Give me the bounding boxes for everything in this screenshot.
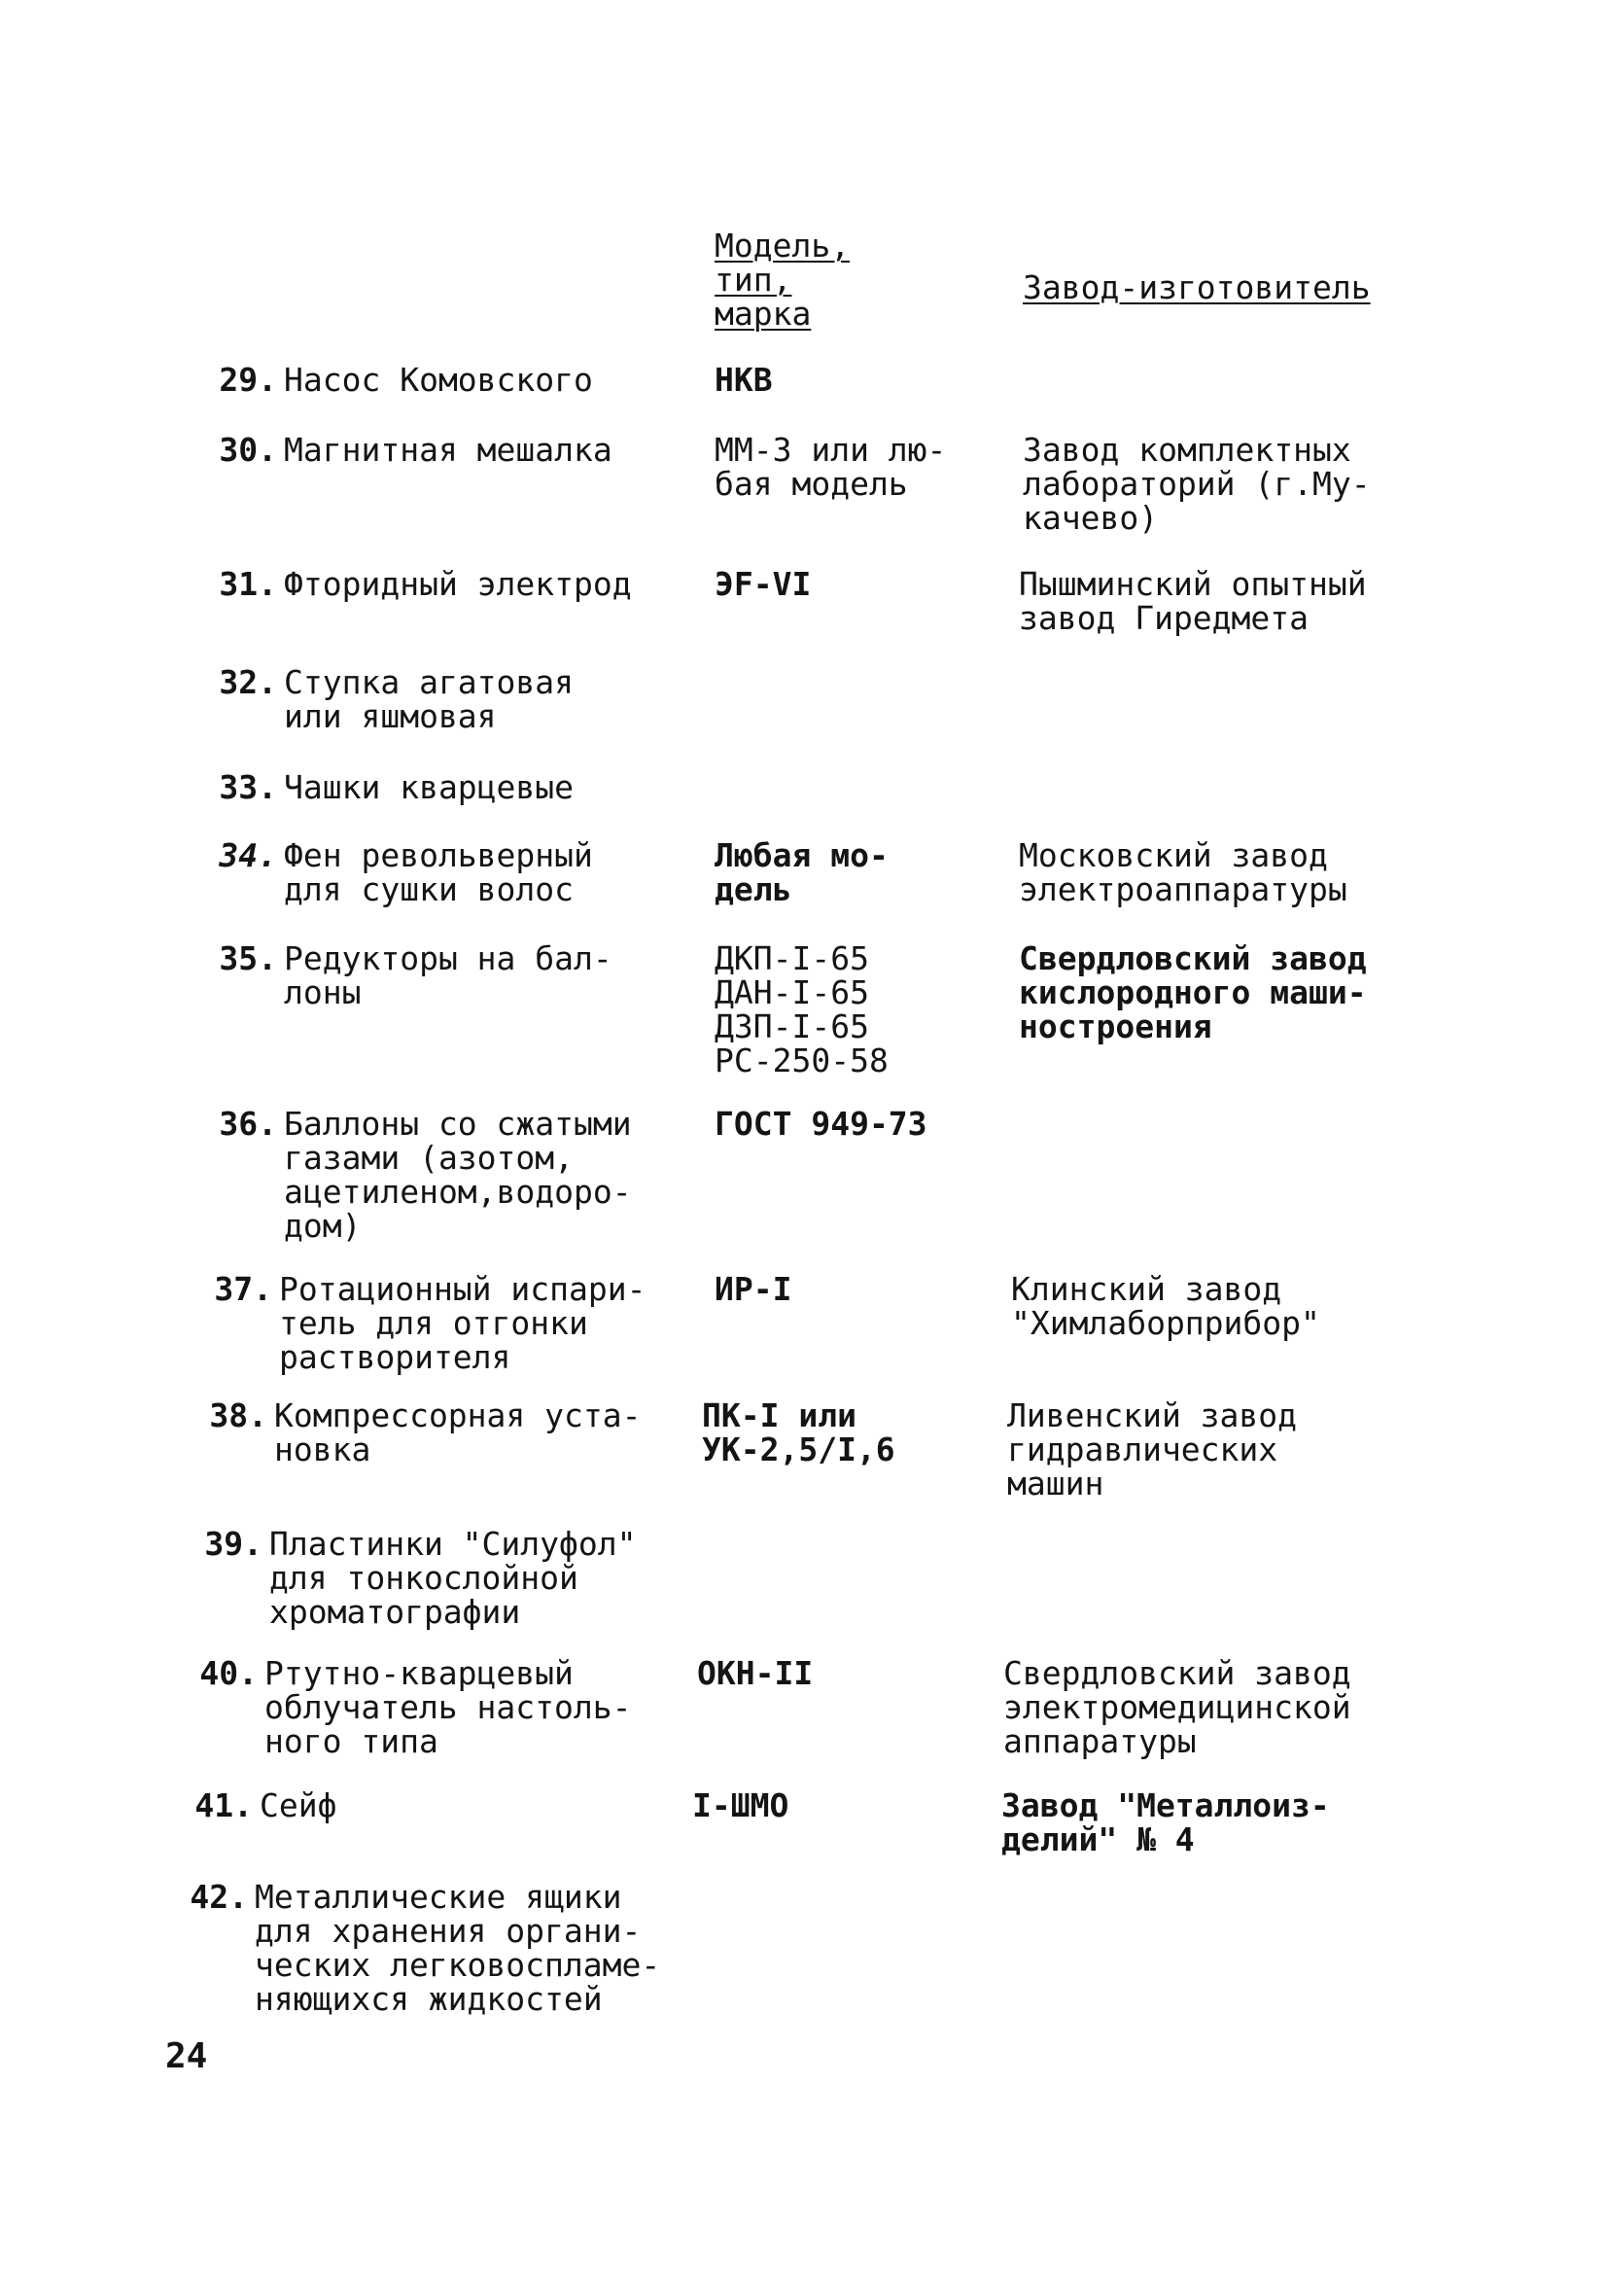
item-model: ММ-3 или лю- бая модель [715,431,947,503]
item-manufacturer: Свердловский завод кислородного маши- ностроения [1019,939,1367,1045]
item-manufacturer: Пышминский опытный завод Гиредмета [1019,565,1367,637]
item-model: ИР-I [715,1270,792,1308]
item-name: Металлические ящики для хранения органи- ческих легковоспламе- няющихся жидкостей [255,1878,661,2018]
row-number: 30. [219,431,277,469]
row-number: 32. [219,663,277,701]
item-name: Баллоны со сжатыми газами (азотом, ацетиленом,водоро- дом) [284,1105,632,1245]
row-number: 37. [214,1270,272,1308]
header-model-line: Модель, [715,227,851,265]
row-number: 29. [219,361,277,399]
item-name: Фен револьверный для сушки волос [284,836,593,908]
item-name: Чашки кварцевые [284,768,575,806]
row-number: 34. [219,836,277,874]
row-number: 31. [219,565,277,603]
item-model: ОКН-II [697,1654,814,1692]
row-number: 42. [190,1878,248,1916]
row-number: 33. [219,768,277,806]
item-name: Пластинки "Силуфол" для тонкослойной хроматографии [269,1525,637,1631]
item-model: ДКП-I-65 ДАН-I-65 ДЗП-I-65 РС-250-58 [715,939,889,1079]
item-name: Редукторы на бал- лоны [284,939,612,1011]
item-model: I-ШМО [692,1786,789,1824]
header-model-type-brand [715,229,850,331]
item-name: Магнитная мешалка [284,431,612,469]
row-number: 36. [219,1105,277,1143]
header-model-line: марка [715,295,812,333]
row-number: 35. [219,939,277,977]
row-number: 39. [204,1525,262,1563]
item-name: Ступка агатовая или яшмовая [284,663,575,735]
item-model: Любая мо- дель [715,836,889,908]
row-number: 41. [194,1786,253,1824]
item-model: ЭF-VI [715,565,812,603]
item-name: Ртутно-кварцевый облучатель настоль- ного типа [264,1654,632,1760]
item-manufacturer: Завод "Металлоиз- делий" № 4 [1001,1786,1330,1858]
item-manufacturer: Клинский завод "Химлаборприбор" [1011,1270,1320,1342]
header-model-line: тип, [715,261,792,299]
item-model: ГОСТ 949-73 [715,1105,927,1143]
item-name: Компрессорная уста- новка [274,1396,642,1468]
page-number: 24 [165,2036,208,2076]
row-number: 38. [209,1396,267,1434]
item-manufacturer: Свердловский завод электромедицинской аппаратуры [1003,1654,1351,1760]
row-number: 40. [199,1654,258,1692]
item-name: Насос Комовского [284,361,593,399]
item-manufacturer: Завод комплектных лабораторий (г.Му- качево) [1023,431,1371,537]
item-name: Фторидный электрод [284,565,632,603]
header-manufacturer: Завод-изготовитель [1023,268,1371,306]
item-name: Ротационный испари- тель для отгонки растворителя [279,1270,646,1376]
item-name: Сейф [260,1786,337,1824]
item-model: НКВ [715,361,773,399]
item-manufacturer: Московский завод электроаппаратуры [1019,836,1347,908]
item-manufacturer: Ливенский завод гидравлических машин [1007,1396,1298,1502]
item-model: ПК-I или УК-2,5/I,6 [702,1396,895,1468]
